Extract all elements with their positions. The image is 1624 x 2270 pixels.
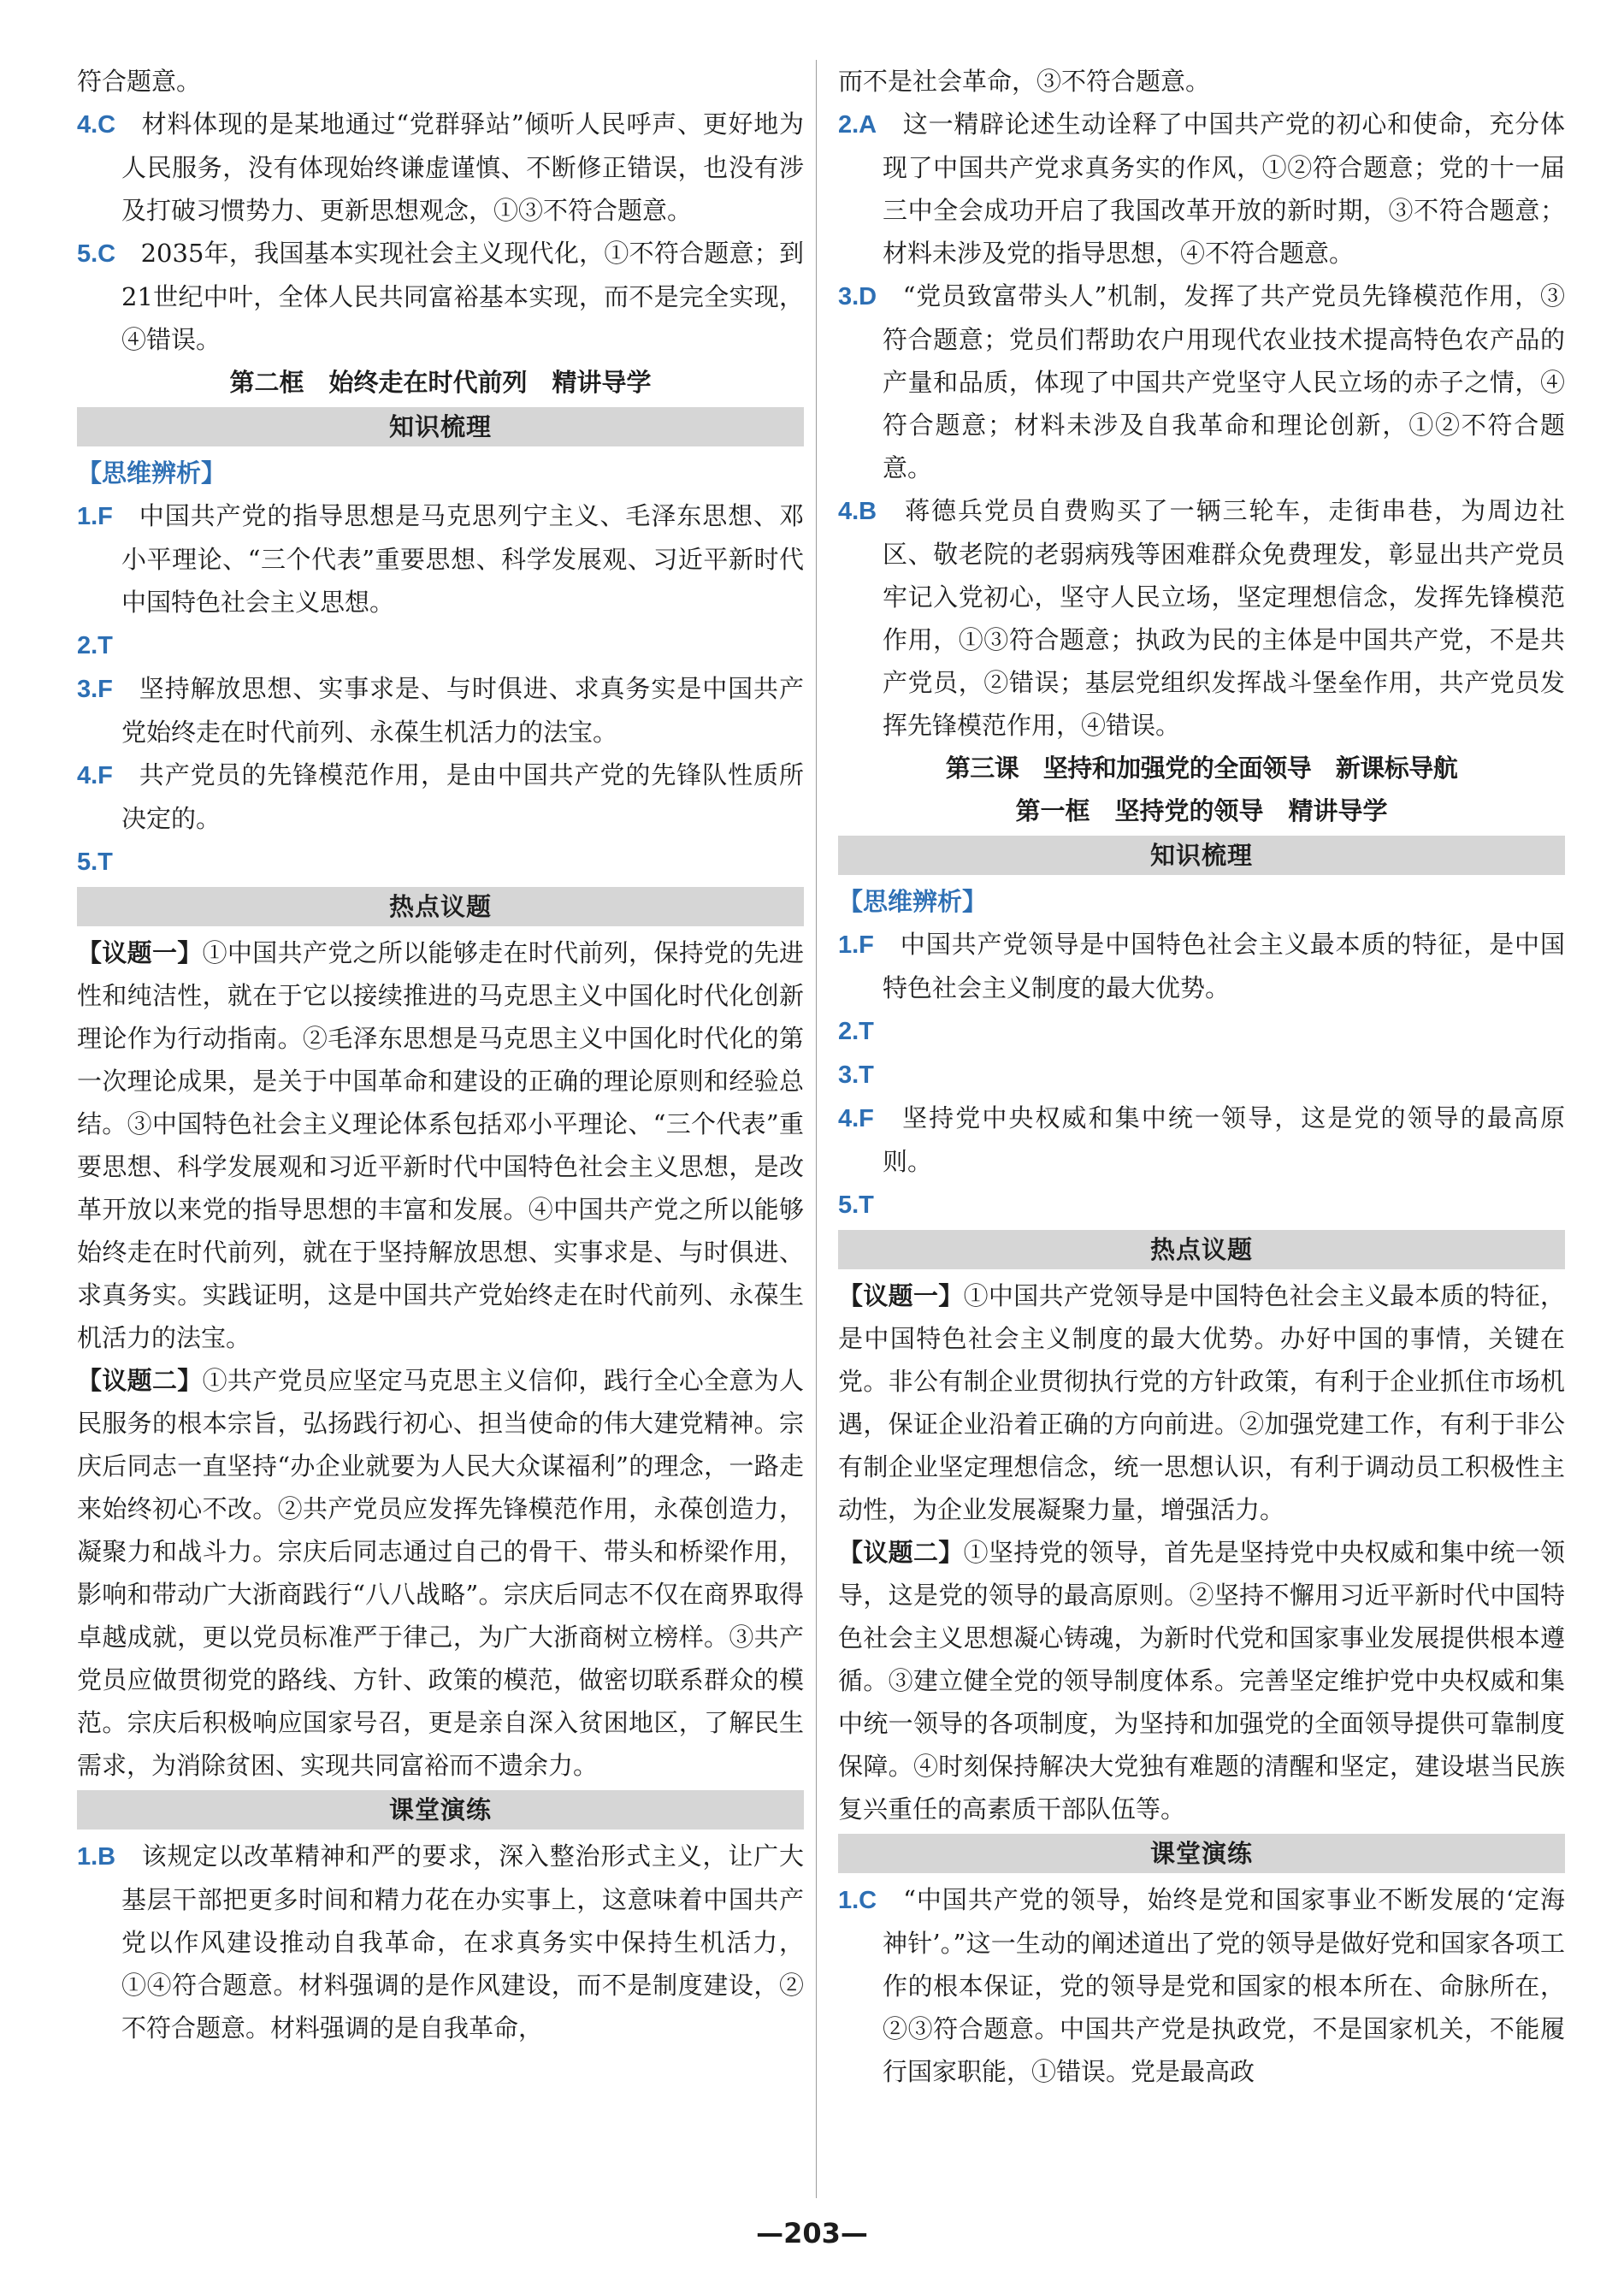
- answer-3: [838, 275, 1565, 489]
- knowledge-bar: 知识梳理: [77, 407, 804, 446]
- hot-topics-bar: 热点议题: [838, 1230, 1565, 1269]
- answer-5: [77, 232, 804, 361]
- answer-label: 5.C: [77, 240, 116, 268]
- left-column: [77, 60, 804, 2049]
- judgment-1: [77, 494, 804, 624]
- judgment-label: 1.F: [838, 931, 874, 959]
- judgment-text: 坚持解放思想、实事求是、与时俱进、求真务实是中国共产党始终走在时代前列、永葆生机活力的法宝。: [121, 674, 804, 747]
- judgment-label: 2.T: [77, 632, 113, 659]
- answer-text: “党员致富带头人”机制，发挥了共产党员先锋模范作用，③符合题意；党员们帮助农户用现代农业技术提高特色农产品的产量和品质，体现了中国共产党坚守人民立场的赤子之情，④符合题意；材料未涉及自我革命和理论创新，①②不符合题意。: [883, 281, 1565, 482]
- topic-label: 【议题一】: [77, 938, 203, 967]
- thinking-tag: 【思维辨析】: [77, 458, 227, 488]
- topic-label: 【议题二】: [838, 1538, 964, 1567]
- judgment-label: 2.T: [838, 1018, 874, 1045]
- topic-label: 【议题二】: [77, 1366, 203, 1395]
- topic-text: ①中国共产党之所以能够走在时代前列，保持党的先进性和纯洁性，就在于它以接续推进的马克思主义中国化时代化创新理论作为行动指南。②毛泽东思想是马克思主义中国化时代化的第一次理论成果，是关于中国革命和建设的正确的理论原则和经验总结。③中国特色社会主义理论体系包括邓小平理论、“三个代表”重要思想、科学发展观和习近平新时代中国特色社会主义思想，是改革开放以来党的指导思想的丰富和发展。④中国共产党之所以能够始终走在时代前列，就在于坚持解放思想、实事求是、与时俱进、求真务实。实践证明，这是中国共产党始终走在时代前列、永葆生机活力的法宝。: [77, 938, 804, 1352]
- judgment-label: 5.T: [77, 848, 113, 876]
- judgment-text: 坚持党中央权威和集中统一领导，这是党的领导的最高原则。: [883, 1103, 1565, 1176]
- judgment-label: 4.F: [77, 762, 113, 789]
- answer-label: 4.C: [77, 111, 116, 139]
- right-column: [838, 60, 1565, 2093]
- knowledge-bar: 知识梳理: [838, 836, 1565, 875]
- judgment-4: [838, 1097, 1565, 1183]
- page-number: —203—: [756, 2217, 868, 2249]
- practice-label: 1.B: [77, 1843, 116, 1871]
- answer-label: 2.A: [838, 111, 877, 139]
- judgment-5: [77, 840, 804, 884]
- answer-text: 材料体现的是某地通过“党群驿站”倾听人民呼声、更好地为人民服务，没有体现始终谦虚谨慎、不断修正错误，也没有涉及打破习惯势力、更新思想观念，①③不符合题意。: [121, 109, 804, 225]
- judgment-2: [77, 624, 804, 667]
- judgment-label: 4.F: [838, 1105, 874, 1132]
- answer-text: 这一精辟论述生动诠释了中国共产党的初心和使命，充分体现了中国共产党求真务实的作风，①②符合题意；党的十一届三中全会成功开启了我国改革开放的新时期，③不符合题意；材料未涉及党的指导思想，④不符合题意。: [883, 109, 1565, 268]
- answer-text: 蒋德兵党员自费购买了一辆三轮车，走街串巷，为周边社区、敬老院的老弱病残等困难群众免费理发，彰显出共产党员牢记入党初心，坚守人民立场，坚定理想信念，发挥先锋模范作用，①③符合题意；执政为民的主体是中国共产党，不是共产党员，②错误；基层党组织发挥战斗堡垒作用，共产党员发挥先锋模范作用，④错误。: [883, 496, 1565, 740]
- judgment-1: [838, 923, 1565, 1009]
- lesson-title: 第三课 坚持和加强党的全面领导 新课标导航: [945, 754, 1458, 783]
- judgment-4: [77, 754, 804, 840]
- topic-text: ①共产党员应坚定马克思主义信仰，践行全心全意为人民服务的根本宗旨，弘扬践行初心、担当使命的伟大建党精神。宗庆后同志一直坚持“办企业就要为人民大众谋福利”的理念，一路走来始终初心不改。②共产党员应发挥先锋模范作用，永葆创造力，凝聚力和战斗力。宗庆后同志通过自己的骨干、带头和桥梁作用，影响和带动广大浙商践行“八八战略”。宗庆后同志不仅在商界取得卓越成就，更以党员标准严于律己，为广大浙商树立榜样。③共产党员应做贯彻党的路线、方针、政策的模范，做密切联系群众的模范。宗庆后积极响应国家号召，更是亲自深入贫困地区，了解民生需求，为消除贫困、实现共同富裕而不遗余力。: [77, 1366, 804, 1780]
- column-divider: [816, 60, 817, 2198]
- right-continued-text: 而不是社会革命，③不符合题意。: [838, 67, 1211, 96]
- judgment-text: 中国共产党领导是中国特色社会主义最本质的特征，是中国特色社会主义制度的最大优势。: [883, 930, 1565, 1002]
- thinking-tag: 【思维辨析】: [838, 887, 988, 916]
- answer-2: [838, 103, 1565, 275]
- topic-2: [77, 1359, 804, 1787]
- practice-1: [838, 1878, 1565, 2093]
- judgment-2: [838, 1009, 1565, 1053]
- topic-text: ①中国共产党领导是中国特色社会主义最本质的特征，是中国特色社会主义制度的最大优势。办好中国的事情，关键在党。非公有制企业贯彻执行党的方针政策，有利于企业抓住市场机遇，保证企业沿着正确的方向前进。②加强党建工作，有利于非公有制企业坚定理想信念，统一思想认识，有利于调动员工积极性主动性，为企业发展凝聚力量，增强活力。: [838, 1281, 1565, 1524]
- practice-text: “中国共产党的领导，始终是党和国家事业不断发展的‘定海神针’。”这一生动的阐述道出了党的领导是做好党和国家各项工作的根本保证，党的领导是党和国家的根本所在、命脉所在，②③符合题意。中国共产党是执政党，不是国家机关，不能履行国家职能，①错误。党是最高政: [883, 1885, 1565, 2086]
- practice-text: 该规定以改革精神和严的要求，深入整治形式主义，让广大基层干部把更多时间和精力花在办实事上，这意味着中国共产党以作风建设推动自我革命，在求真务实中保持生机活力，①④符合题意。材料强调的是作风建设，而不是制度建设，②不符合题意。材料强调的是自我革命，: [121, 1841, 804, 2042]
- judgment-label: 3.T: [838, 1061, 874, 1089]
- answer-4: [77, 103, 804, 232]
- hot-topics-bar: 热点议题: [77, 887, 804, 926]
- topic-1: [77, 931, 804, 1359]
- practice-label: 1.C: [838, 1887, 877, 1914]
- judgment-3: [77, 667, 804, 754]
- judgment-label: 1.F: [77, 503, 113, 530]
- practice-bar: 课堂演练: [77, 1790, 804, 1830]
- topic-text: ①坚持党的领导，首先是坚持党中央权威和集中统一领导，这是党的领导的最高原则。②坚持不懈用习近平新时代中国特色社会主义思想凝心铸魂，为新时代党和国家事业发展提供根本遵循。③建立健全党的领导制度体系。完善坚定维护党中央权威和集中统一领导的各项制度，为坚持和加强党的全面领导提供可靠制度保障。④时刻保持解决大党独有难题的清醒和坚定，建设堪当民族复兴重任的高素质干部队伍等。: [838, 1538, 1565, 1824]
- practice-bar: 课堂演练: [838, 1834, 1565, 1873]
- left-continued-text: 符合题意。: [77, 67, 202, 96]
- judgment-5: [838, 1183, 1565, 1227]
- answer-4: [838, 489, 1565, 747]
- section-title: 第二框 始终走在时代前列 精讲导学: [229, 368, 652, 397]
- topic-label: 【议题一】: [838, 1281, 964, 1310]
- section-title: 第一框 坚持党的领导 精讲导学: [1015, 796, 1388, 825]
- topic-1: [838, 1274, 1565, 1531]
- judgment-label: 5.T: [838, 1191, 874, 1219]
- answer-label: 3.D: [838, 283, 877, 310]
- judgment-3: [838, 1053, 1565, 1097]
- judgment-text: 中国共产党的指导思想是马克思列宁主义、毛泽东思想、邓小平理论、“三个代表”重要思想、科学发展观、习近平新时代中国特色社会主义思想。: [121, 501, 804, 617]
- answer-text: 2035年，我国基本实现社会主义现代化，①不符合题意；到21世纪中叶，全体人民共同富裕基本实现，而不是完全实现，④错误。: [121, 239, 804, 354]
- topic-2: [838, 1531, 1565, 1830]
- judgment-text: 共产党员的先锋模范作用，是由中国共产党的先锋队性质所决定的。: [121, 760, 804, 833]
- answer-label: 4.B: [838, 498, 877, 525]
- practice-1: [77, 1835, 804, 2049]
- judgment-label: 3.F: [77, 676, 113, 703]
